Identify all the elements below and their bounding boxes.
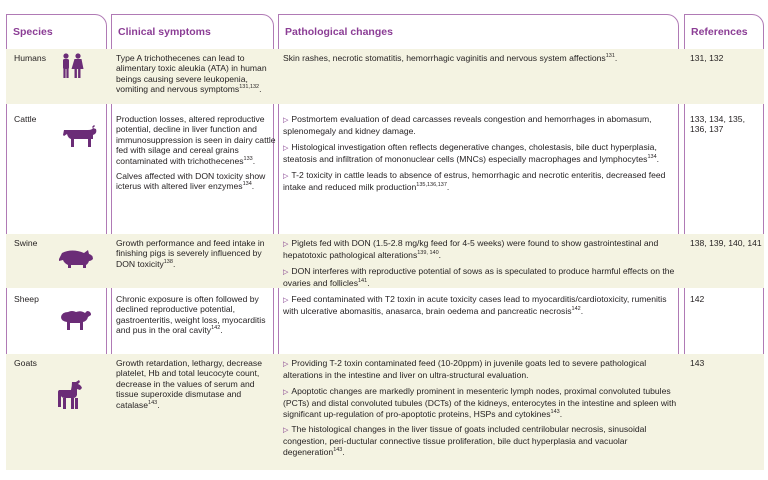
humans-icon: [58, 53, 104, 79]
species-name: Swine: [14, 238, 38, 248]
pathology-cell: Skin rashes, necrotic stomatitis, hemorrhagic vaginitis and nervous system affections$^{131}$.: [283, 53, 618, 63]
bullet-arrow-icon: ▷: [283, 388, 289, 396]
bullet-arrow-icon: ▷: [283, 268, 289, 276]
clinical-cell: Production losses, altered reproductive potential, decline in liver function and immunosuppression is seen in dairy cattle fed with silage and cereal grains contaminated with trichothecenes$^{133}$. Calves affected with DON toxicity show icterus with altered liver enzymes$^{134}$.: [116, 114, 276, 192]
pathology-cell: ▷ Postmortem evaluation of dead carcasses reveals congestion and hemorrhages in abomasum, splenomegaly and kidney damage. ▷ Histological investigation often reflects degenerative changes, cholestasis, bile duct hyperplasia, steatosis and infiltration of mononuclear cells (MNCs) especially macrophages and lymphocytes$^{134}$. ▷ T-2 toxicity in cattle leads to absence of estrus, hemorrhagic and necrotic enteritis, decreased feed intake and reduced milk production$^{135,136,137}$.: [283, 114, 666, 193]
pathology-cell: ▷ Providing T-2 toxin contaminated feed (10-20ppm) in juvenile goats led to severe pathological alterations in the intestine and liver on ultra-structural evaluation. ▷ Apoptotic changes are markedly prominent in mesenteric lymph nodes, proximal convoluted tubules (PCTs) and distal convoluted tubules (DCTs) of the kidneys, enterocytes in the intestine and spleen with significant up-regulation of pro-apoptotic proteins, HSPs and cytokines$^{143}$. ▷ The histological changes in the liver tissue of goats included centrilobular necrosis, sinusoidal congestion, peri-ductular connective tissue proliferation, bile duct hyperplasia and vacuolar degeneration$^{143}$.: [283, 358, 677, 457]
pathology-cell: ▷ Piglets fed with DON (1.5-2.8 mg/kg feed for 4-5 weeks) were found to show gastrointestinal and hepatotoxic pathological alterations$^{139, 140}$. ▷ DON interferes with reproductive potential of sows as is speculated to produce harmful effects on the ovaries and follicles$^{141}$.: [283, 238, 675, 289]
pathology-header: Pathological changes: [279, 15, 678, 50]
clinical-cell: Growth performance and feed intake in finishing pigs is severely influenced by DON toxicity$^{138}$.: [116, 238, 265, 269]
references-cell: 131, 132: [690, 53, 724, 63]
sheep-icon: [58, 310, 104, 332]
references-cell: 143: [690, 358, 705, 368]
pathology-cell: ▷ Feed contaminated with T2 toxin in acute toxicity cases lead to myocarditis/cardiotoxicity, rumenitis with ulcerative abomasitis, anasarca, brain oedema and pancreatic necrosis$^{142}$.: [283, 294, 667, 317]
bullet-arrow-icon: ▷: [283, 117, 289, 124]
table-row: [6, 354, 764, 470]
cattle-icon: [58, 124, 104, 148]
clinical-cell: Chronic exposure is often followed by declined reproductive potential, gastroenteritis, weight loss, myocarditis and pus in the oral cavity$^{142}$.: [116, 294, 266, 336]
species-header: Species: [7, 15, 106, 50]
references-cell: 142: [690, 294, 705, 304]
references-cell: 133, 134, 135, 136, 137: [690, 114, 745, 135]
bullet-arrow-icon: ▷: [283, 241, 289, 248]
clinical-header: Clinical symptoms: [112, 15, 273, 50]
references-cell: 138, 139, 140, 141: [690, 238, 762, 248]
bullet-arrow-icon: ▷: [283, 297, 289, 304]
bullet-arrow-icon: ▷: [283, 172, 289, 180]
table-row: [6, 234, 764, 288]
table-row: [6, 110, 764, 232]
bullet-arrow-icon: ▷: [283, 427, 289, 435]
references-header: References: [685, 15, 763, 50]
pig-icon: [58, 248, 104, 268]
species-name: Cattle: [14, 114, 37, 124]
species-name: Goats: [14, 358, 37, 368]
table-row: [6, 49, 764, 104]
goat-icon: [58, 380, 104, 410]
species-name: Sheep: [14, 294, 39, 304]
bullet-arrow-icon: ▷: [283, 361, 289, 368]
clinical-cell: Growth retardation, lethargy, decrease platelet, Hb and total leucocyte count, decrease in the values of serum and tissue superoxide dismutase and catalase$^{143}$.: [116, 358, 263, 410]
species-name: Humans: [14, 53, 46, 63]
clinical-cell: Type A trichothecenes can lead to alimentary toxic aleukia (ATA) in human beings causing severe leukopenia, vomiting and nervous symptoms$^{131,132}$.: [116, 53, 267, 95]
table-row: [6, 290, 764, 352]
bullet-arrow-icon: ▷: [283, 144, 289, 152]
